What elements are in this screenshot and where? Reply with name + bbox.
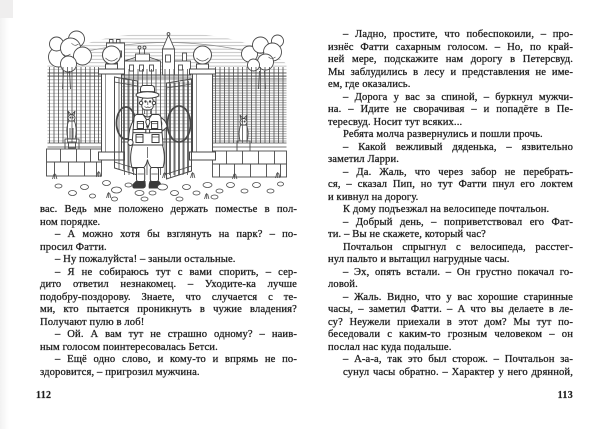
text-line: ся, – сказал Пип, но тут Фатти пнул его локтем bbox=[328, 179, 573, 190]
estate-gates-illustration bbox=[44, 27, 290, 205]
text-line: ном порядке. bbox=[40, 216, 101, 228]
text-line: Получают пулю в лоб! bbox=[40, 316, 145, 328]
ground-stones bbox=[55, 181, 284, 202]
text-line: – Ладно, простите, что побеспокоили, – про- bbox=[343, 29, 573, 40]
text-line: ем, где оказались. bbox=[328, 79, 411, 90]
text-line: здоровится, – пригрозил мужчина. bbox=[40, 366, 200, 378]
text-line: – Ещё одно слово, и кому-то и впрямь не по- bbox=[55, 354, 297, 365]
text-line: ловой. bbox=[328, 279, 358, 290]
text-line: ным голосом поинтересовалась Бетси. bbox=[40, 341, 218, 353]
text-line: изнёс Фатти сахарным голосом. – Но, по край- bbox=[328, 41, 573, 53]
text-line: – Жаль. Видно, что у вас хорошие старинные bbox=[343, 291, 573, 303]
stone-wall-right bbox=[213, 151, 287, 177]
text-line: беседовали с каким-то грозным человеком – он bbox=[328, 329, 573, 340]
text-line: заметил Ларри. bbox=[328, 154, 400, 165]
text-line: просил Фатти. bbox=[40, 241, 107, 253]
text-line: и кивнул на дорогу. bbox=[328, 191, 419, 203]
text-line: на. – Идите не сворачивая – и попадёте в Пе- bbox=[328, 104, 573, 115]
text-line: Почтальон спрыгнул с велосипеда, расстег- bbox=[343, 241, 573, 253]
photo-corner-shade bbox=[0, 0, 13, 18]
stone-wall-left bbox=[47, 149, 102, 176]
text-line: тересвуд. Носит тут всяких... bbox=[328, 116, 463, 128]
text-line: – Эх, опять встали. – Он грустно покачал го- bbox=[343, 266, 573, 278]
text-line: ми, кто пытается проникнуть в чужие владения? bbox=[40, 304, 297, 315]
text-line: дито ответил незнакомец. – Уходите-ка лучше bbox=[40, 279, 297, 290]
text-line: ти. – Вы не скажете, который час? bbox=[328, 229, 486, 240]
left-page-text bbox=[40, 204, 297, 379]
text-line: – Дорога у вас за спиной, – буркнул мужчи- bbox=[343, 91, 573, 103]
text-line: вас. Ведь мне положено держать поместье в пол- bbox=[40, 204, 297, 215]
text-line: – Ой. А вам тут не страшно одному? – наив- bbox=[55, 329, 297, 340]
text-line: ней мере, подскажите нам дорогу в Петерсвуд. bbox=[328, 54, 573, 65]
left-page-number: 112 bbox=[36, 390, 52, 401]
text-line: подобру-поздорову. Знаете, что случается с те- bbox=[40, 291, 297, 303]
text-line: – Ну пожалуйста! – заныли остальные. bbox=[55, 254, 236, 265]
text-line: су? Неужели приехали в этот дом? Мы тут по- bbox=[328, 316, 573, 328]
text-line: Ребята молча развернулись и пошли прочь. bbox=[343, 129, 543, 140]
text-line: нул пальто и вытащил нагрудные часы. bbox=[328, 254, 510, 265]
text-line: – Добрый день, – поприветствовал его Фат- bbox=[343, 216, 573, 228]
text-line: – А можно хотя бы взглянуть на парк? – по- bbox=[55, 229, 297, 240]
text-line: послал нас куда подальше. bbox=[328, 341, 452, 353]
text-line: – А-а-а, так это был сторож. – Почтальон за- bbox=[343, 354, 573, 365]
text-line: К дому подъезжал на велосипеде почтальон. bbox=[343, 204, 550, 215]
photo-edge-shade bbox=[0, 0, 9, 429]
right-page-text bbox=[328, 29, 573, 379]
text-line: Мы заблудились в лесу и представления не име- bbox=[328, 66, 573, 78]
text-line: – Да. Жаль, что через забор не перебрать- bbox=[343, 166, 573, 178]
text-line: – Какой вежливый дяденька, – язвительно bbox=[343, 141, 573, 153]
text-line: сунул часы обратно. – Характер у него дрянной, bbox=[343, 366, 573, 378]
right-page-number: 113 bbox=[557, 390, 573, 401]
text-line: – Я не собираюсь тут с вами спорить, – сер- bbox=[55, 266, 297, 278]
text-line: часы, – заметил Фатти. – А что вы делаете в ле- bbox=[328, 304, 573, 315]
